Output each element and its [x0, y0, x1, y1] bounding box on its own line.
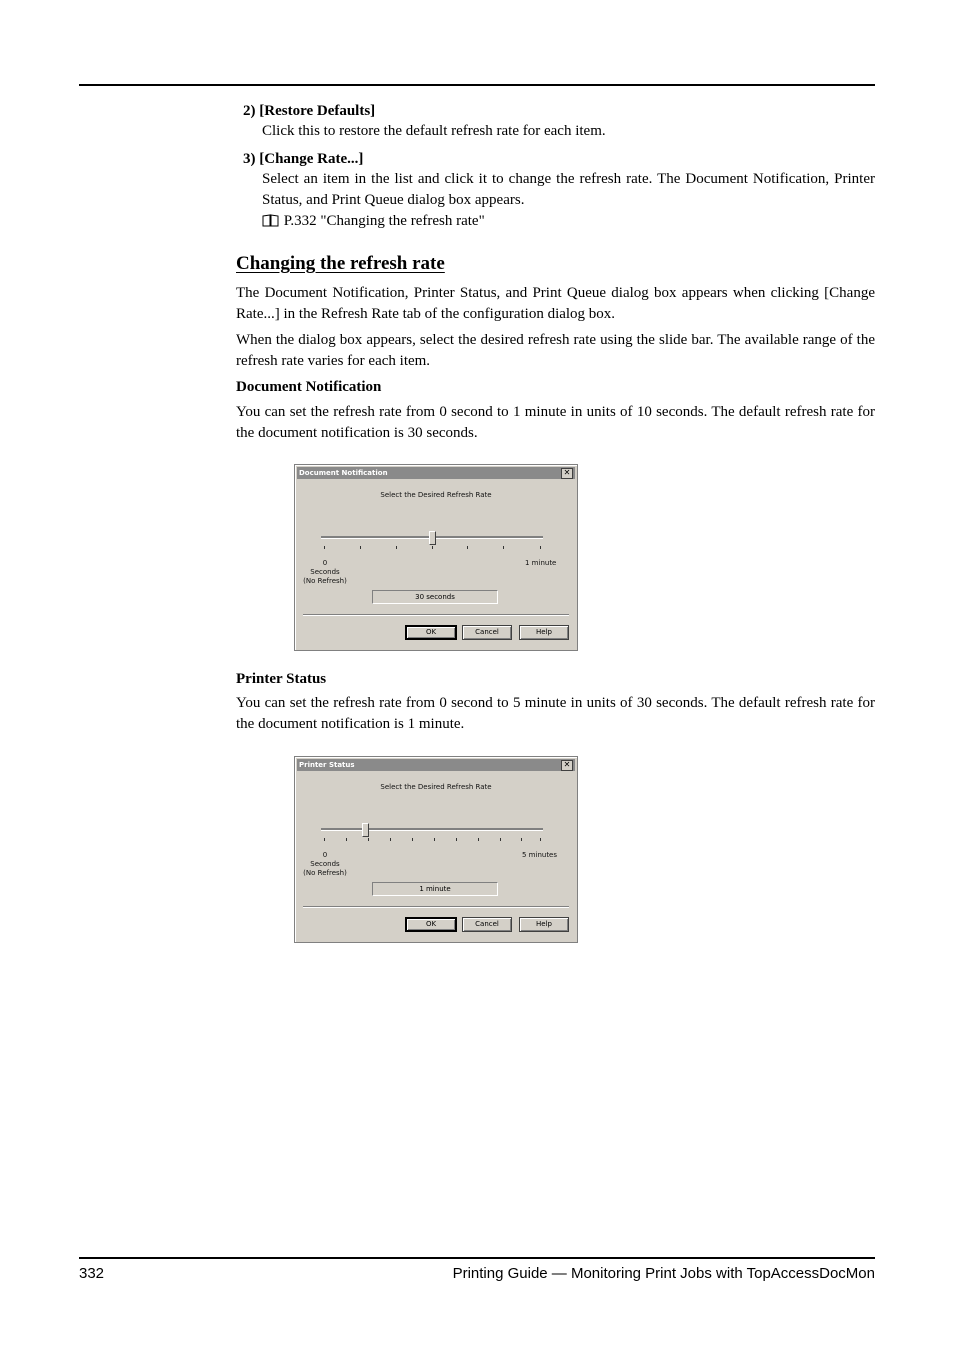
document-notification-dialog	[294, 464, 578, 651]
slider-max-label: 1 minute	[525, 559, 557, 567]
bottom-rule	[79, 1257, 875, 1259]
top-rule	[79, 84, 875, 86]
ok-button[interactable]: OK	[405, 917, 457, 932]
item-heading-change-rate: 3) [Change Rate...]	[243, 151, 364, 167]
section-title: Changing the refresh rate	[236, 253, 445, 274]
dialog-title: Printer Status	[299, 761, 355, 769]
printer-status-dialog	[294, 756, 578, 943]
reference-text: P.332 "Changing the refresh rate"	[283, 213, 485, 229]
help-button[interactable]: Help	[519, 625, 569, 640]
ok-button[interactable]: OK	[405, 625, 457, 640]
refresh-slider-track[interactable]	[321, 828, 543, 831]
refresh-slider-thumb[interactable]	[362, 823, 369, 837]
refresh-value-display: 1 minute	[372, 882, 498, 896]
slider-tick	[360, 546, 361, 549]
refresh-slider-thumb[interactable]	[429, 531, 436, 545]
slider-tick	[324, 546, 325, 549]
footer-title: Printing Guide — Monitoring Print Jobs with TopAccessDocMon	[452, 1265, 875, 1282]
item-text-restore-defaults: Click this to restore the default refresh rate for each item.	[262, 123, 606, 139]
close-icon[interactable]: ✕	[561, 468, 573, 479]
help-button[interactable]: Help	[519, 917, 569, 932]
slider-tick	[432, 546, 433, 549]
slider-tick	[500, 838, 501, 841]
dialog-separator	[303, 614, 569, 616]
document-notification-heading: Document Notification	[236, 379, 382, 395]
slider-tick	[478, 838, 479, 841]
dialog-separator	[303, 906, 569, 908]
slider-tick	[456, 838, 457, 841]
slider-tick	[324, 838, 325, 841]
item-text-change-rate: Select an item in the list and click it to change the refresh rate. The Document Notification, Printer Status, and Print Queue dialog box appears.	[262, 171, 875, 208]
printer-status-heading: Printer Status	[236, 671, 327, 687]
slider-tick	[346, 838, 347, 841]
slider-min-label: 0 Seconds (No Refresh)	[303, 851, 347, 877]
slider-tick	[412, 838, 413, 841]
slider-tick	[396, 546, 397, 549]
item-heading-restore-defaults: 2) [Restore Defaults]	[243, 103, 376, 119]
section-paragraph-1: The Document Notification, Printer Status, and Print Queue dialog box appears when clicking [Change Rate...] in the Refresh Rate tab of the configuration dialog box.	[236, 285, 875, 322]
slider-tick	[434, 838, 435, 841]
slider-tick	[390, 838, 391, 841]
dialog-caption: Select the Desired Refresh Rate	[380, 491, 492, 499]
refresh-value-display: 30 seconds	[372, 590, 498, 604]
slider-max-label: 5 minutes	[522, 851, 558, 859]
slider-tick	[521, 838, 522, 841]
document-notification-text: You can set the refresh rate from 0 second to 1 minute in units of 10 seconds. The default refresh rate for the document notification is 30 seconds.	[236, 404, 875, 441]
printer-status-text: You can set the refresh rate from 0 second to 5 minute in units of 30 seconds. The default refresh rate for the document notification is 1 minute.	[236, 695, 875, 732]
book-icon	[262, 213, 280, 226]
page-number: 332	[79, 1265, 105, 1282]
slider-min-label: 0 Seconds (No Refresh)	[303, 559, 347, 585]
reference-link[interactable]	[262, 211, 485, 232]
slider-tick	[540, 838, 541, 841]
close-icon[interactable]: ✕	[561, 760, 573, 771]
slider-tick	[467, 546, 468, 549]
section-paragraph-2: When the dialog box appears, select the desired refresh rate using the slide bar. The available range of the refresh rate varies for each item.	[236, 332, 875, 369]
slider-tick	[540, 546, 541, 549]
slider-tick	[368, 838, 369, 841]
cancel-button[interactable]: Cancel	[462, 625, 512, 640]
dialog-caption: Select the Desired Refresh Rate	[380, 783, 492, 791]
cancel-button[interactable]: Cancel	[462, 917, 512, 932]
dialog-title: Document Notification	[299, 469, 388, 477]
dialog-titlebar	[297, 467, 575, 479]
dialog-titlebar	[297, 759, 575, 771]
slider-tick	[503, 546, 504, 549]
